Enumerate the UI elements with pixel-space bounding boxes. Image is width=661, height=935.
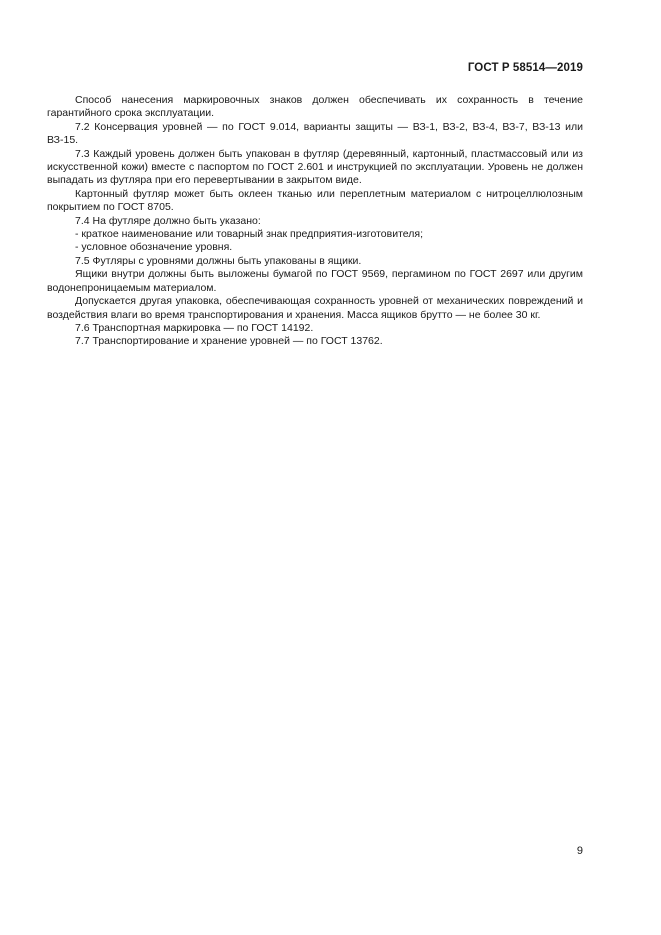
paragraph-box-lining: Ящики внутри должны быть выложены бумагой по ГОСТ 9569, пергамином по ГОСТ 2697 или другим водонепроницаемым материалом. (47, 268, 583, 294)
list-item-designation: - условное обозначение уровня. (75, 241, 233, 254)
paragraph-7-7: 7.7 Транспортирование и хранение уровней — по ГОСТ 13762. (75, 335, 383, 348)
paragraph-7-5: 7.5 Футляры с уровнями должны быть упакованы в ящики. (75, 254, 362, 267)
paragraph-other-packaging: Допускается другая упаковка, обеспечивающая сохранность уровней от механических повреждений и воздействия влаги во время транспортирования и хранения. Масса ящиков брутто — не более 30 кг. (47, 295, 583, 321)
page-number: 9 (576, 845, 583, 857)
paragraph-7-2: 7.2 Консервация уровней — по ГОСТ 9.014, варианты защиты — ВЗ-1, ВЗ-2, ВЗ-4, ВЗ-7, ВЗ-13 или ВЗ-15. (47, 120, 583, 147)
paragraph-cardboard-case: Картонный футляр может быть оклеен тканью или переплетным материалом с нитроцеллюлозным покрытием по ГОСТ 8705. (47, 187, 583, 214)
paragraph-7-4: 7.4 На футляре должно быть указано: (75, 214, 261, 227)
document-body (47, 94, 583, 349)
paragraph-7-6: 7.6 Транспортная маркировка — по ГОСТ 14192. (75, 321, 314, 334)
document-header: ГОСТ Р 58514—2019 (467, 62, 583, 74)
paragraph-marking-method: Способ нанесения маркировочных знаков должен обеспечивать их сохранность в течение гарантийного срока эксплуатации. (47, 94, 583, 120)
paragraph-7-3: 7.3 Каждый уровень должен быть упакован в футляр (деревянный, картонный, пластмассовый или из искусственной кожи) вместе с паспортом по ГОСТ 2.601 и инструкцией по эксплуатации. Уровень не должен выпадать из футляра при его перевертывании в закрытом виде. (47, 147, 583, 187)
list-item-manufacturer: - краткое наименование или товарный знак предприятия-изготовителя; (75, 228, 423, 241)
